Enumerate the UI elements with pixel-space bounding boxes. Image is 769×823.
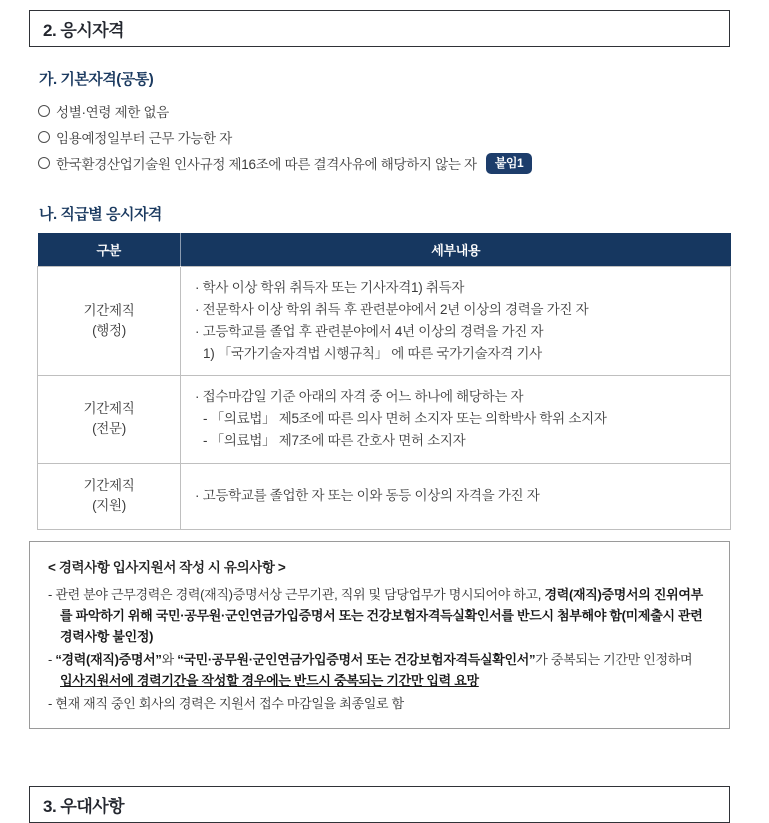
- basic-item-text: 임용예정일부터 근무 가능한 자: [56, 131, 232, 146]
- table-header-row: [38, 233, 731, 266]
- basic-item-text: 성별·연령 제한 없음: [56, 105, 170, 120]
- detail-cell: [181, 375, 731, 463]
- notice-segment: - 현재 재직 중인 회사의 경력은 지원서 접수 마감일을 최종일로 함: [48, 695, 404, 711]
- detail-cell: [181, 463, 731, 529]
- document-page: [0, 10, 769, 816]
- basic-qualification-heading: 가. 기본자격(공통): [39, 71, 154, 88]
- basic-item-text: 한국환경산업기술원 인사규정 제16조에 따른 결격사유에 해당하지 않는 자: [56, 157, 477, 172]
- notice-segment: -: [48, 651, 56, 667]
- detail-line: - 「의료법」 제7조에 따른 간호사 면허 소지자: [203, 433, 466, 448]
- category-cell: 기간제직 (행정): [38, 266, 181, 375]
- notice-items: [48, 584, 711, 714]
- grade-table-body: [38, 266, 731, 529]
- detail-line: 1) 「국가기술자격법 시행규칙」 에 따른 국가기술자격 기사: [203, 345, 542, 361]
- attachment-badge[interactable]: 붙임1: [486, 153, 532, 174]
- notice-segment: 경력(재직)증명서의 진위여부를 파악하기 위해 국민·공무원·군인연금가입증명서 또는 건강보험자격득실확인서를 반드시 첨부해야 함(미제출시 관련 경력사항 불인정): [60, 586, 703, 644]
- detail-line: · 접수마감일 기준 아래의 자격 중 어느 하나에 해당하는 자: [195, 389, 524, 404]
- notice-segment: “국민·공무원·군인연금가입증명서 또는 건강보험자격득실확인서”: [177, 651, 536, 667]
- detail-line: · 학사 이상 학위 취득자 또는 기사자격1) 취득자: [195, 279, 465, 295]
- detail-line: - 「의료법」 제5조에 따른 의사 면허 소지자 또는 의학박사 학위 소지자: [203, 411, 607, 426]
- section-3-title: 3. 우대사항: [43, 796, 125, 816]
- detail-line: · 고등학교를 졸업한 자 또는 이와 동등 이상의 자격을 가진 자: [195, 488, 540, 503]
- basic-item: [38, 124, 769, 150]
- category-cell: 기간제직 (지원): [38, 463, 181, 529]
- detail-line: · 고등학교를 졸업 후 관련분야에서 4년 이상의 경력을 가진 자: [195, 323, 544, 339]
- section-3-header-box: [29, 786, 730, 823]
- section-2-header-box: [29, 10, 730, 47]
- table-row: [38, 463, 731, 529]
- category-cell: 기간제직 (전문): [38, 375, 181, 463]
- column-header-detail: 세부내용: [181, 233, 731, 266]
- detail-line: · 전문학사 이상 학위 취득 후 관련분야에서 2년 이상의 경력을 가진 자: [195, 301, 589, 317]
- grade-table: [37, 233, 731, 530]
- notice-title: < 경력사항 입사지원서 작성 시 유의사항 >: [48, 559, 286, 575]
- section-2-title: 2. 응시자격: [43, 21, 125, 40]
- notice-segment: - 관련 분야 근무경력은 경력(재직)증명서상 근무기관, 직위 및 담당업무가 명시되어야 하고,: [48, 586, 545, 602]
- notice-segment: 와: [161, 651, 178, 667]
- basic-list: [38, 98, 769, 176]
- grade-qualification-heading: 나. 직급별 응시자격: [39, 206, 162, 223]
- notice-segment: “경력(재직)증명서”: [55, 651, 162, 667]
- circle-bullet-icon: [38, 105, 50, 117]
- notice-item: [48, 584, 711, 647]
- notice-item: [48, 693, 711, 714]
- notice-segment: 가 중복되는 기간만 인정하며: [535, 651, 693, 667]
- notice-item: [48, 649, 711, 691]
- circle-bullet-icon: [38, 157, 50, 169]
- detail-cell: [181, 266, 731, 375]
- column-header-category: 구분: [38, 233, 181, 266]
- circle-bullet-icon: [38, 131, 50, 143]
- basic-item: [38, 150, 769, 176]
- career-notice-box: [29, 541, 730, 729]
- basic-item: [38, 98, 769, 124]
- table-row: [38, 266, 731, 375]
- notice-segment: 입사지원서에 경력기간을 작성할 경우에는 반드시 중복되는 기간만 입력 요망: [60, 672, 479, 688]
- table-row: [38, 375, 731, 463]
